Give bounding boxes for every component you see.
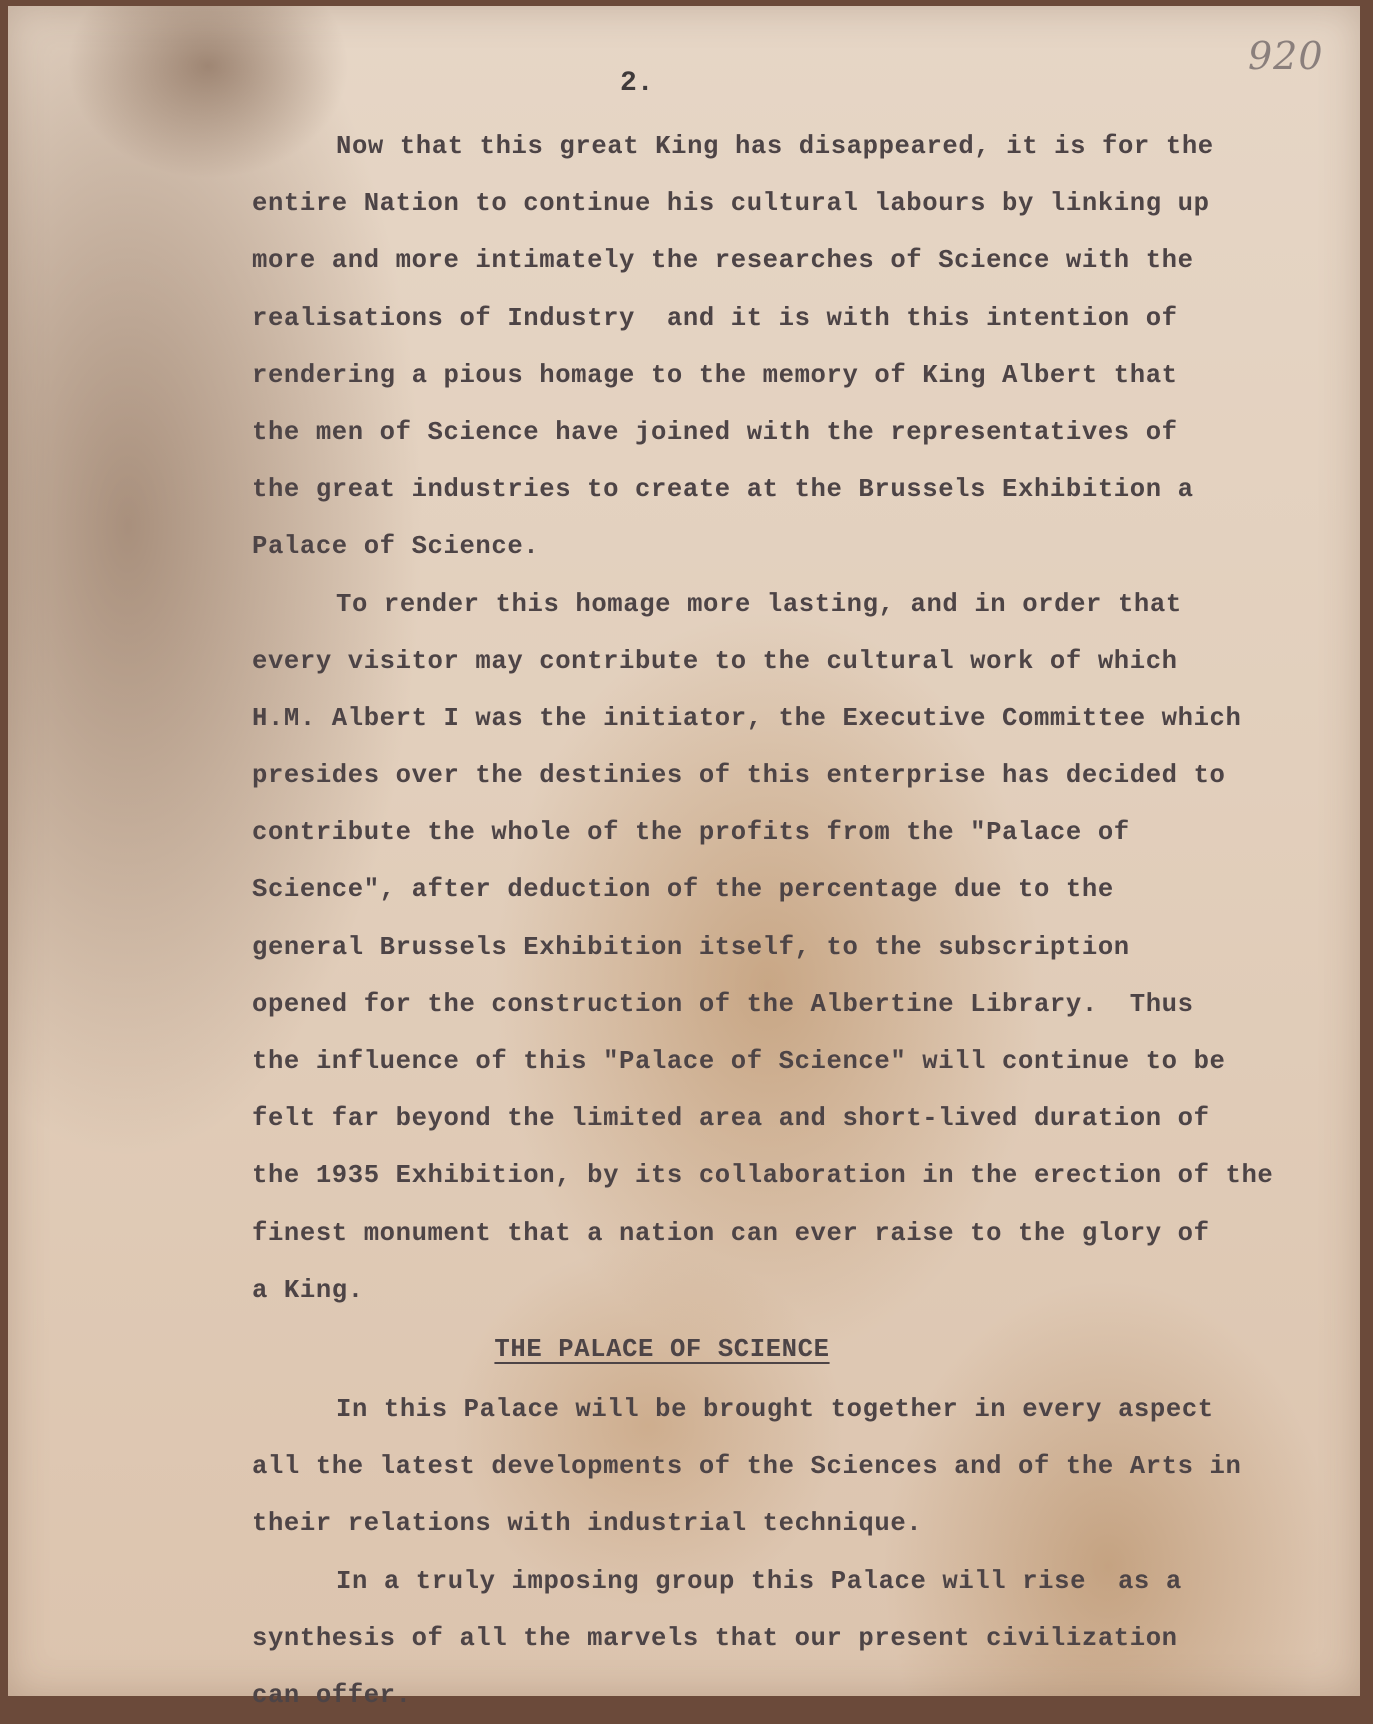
text-line: their relations with industrial technique. <box>252 1495 1362 1552</box>
text-line: Science", after deduction of the percentage due to the <box>252 861 1362 918</box>
paragraph-4 <box>252 1553 1362 1724</box>
text-line: can offer. <box>252 1667 1362 1724</box>
text-line: Now that this great King has disappeared, it is for the <box>252 118 1362 175</box>
paragraph-2 <box>252 576 1362 1319</box>
text-line: opened for the construction of the Albertine Library. Thus <box>252 976 1362 1033</box>
paragraph-1 <box>252 118 1362 576</box>
text-line: entire Nation to continue his cultural labours by linking up <box>252 175 1362 232</box>
text-line: all the latest developments of the Sciences and of the Arts in <box>252 1438 1362 1495</box>
text-line: the men of Science have joined with the representatives of <box>252 404 1362 461</box>
text-line: realisations of Industry and it is with this intention of <box>252 290 1362 347</box>
text-line: In this Palace will be brought together in every aspect <box>252 1381 1362 1438</box>
text-line: general Brussels Exhibition itself, to the subscription <box>252 919 1362 976</box>
text-line: the great industries to create at the Brussels Exhibition a <box>252 461 1362 518</box>
section-heading-row <box>252 1319 1362 1381</box>
document-body <box>252 118 1362 1724</box>
text-line: the influence of this "Palace of Science" will continue to be <box>252 1033 1362 1090</box>
text-line: Palace of Science. <box>252 518 1362 575</box>
section-heading: THE PALACE OF SCIENCE <box>494 1335 829 1364</box>
text-line: In a truly imposing group this Palace will rise as a <box>252 1553 1362 1610</box>
text-line: finest monument that a nation can ever raise to the glory of <box>252 1205 1362 1262</box>
text-line: the 1935 Exhibition, by its collaboration in the erection of the <box>252 1147 1362 1204</box>
text-line: a King. <box>252 1262 1362 1319</box>
document-page <box>8 6 1360 1696</box>
text-line: To render this homage more lasting, and in order that <box>252 576 1362 633</box>
page-number: 2. <box>620 68 654 99</box>
text-line: more and more intimately the researches of Science with the <box>252 232 1362 289</box>
text-line: synthesis of all the marvels that our present civilization <box>252 1610 1362 1667</box>
text-line: H.M. Albert I was the initiator, the Executive Committee which <box>252 690 1362 747</box>
text-line: contribute the whole of the profits from the "Palace of <box>252 804 1362 861</box>
text-line: every visitor may contribute to the cultural work of which <box>252 633 1362 690</box>
text-line: rendering a pious homage to the memory of King Albert that <box>252 347 1362 404</box>
text-line: presides over the destinies of this enterprise has decided to <box>252 747 1362 804</box>
text-line: felt far beyond the limited area and short-lived duration of <box>252 1090 1362 1147</box>
paragraph-3 <box>252 1381 1362 1553</box>
folio-number: 920 <box>1248 34 1324 78</box>
